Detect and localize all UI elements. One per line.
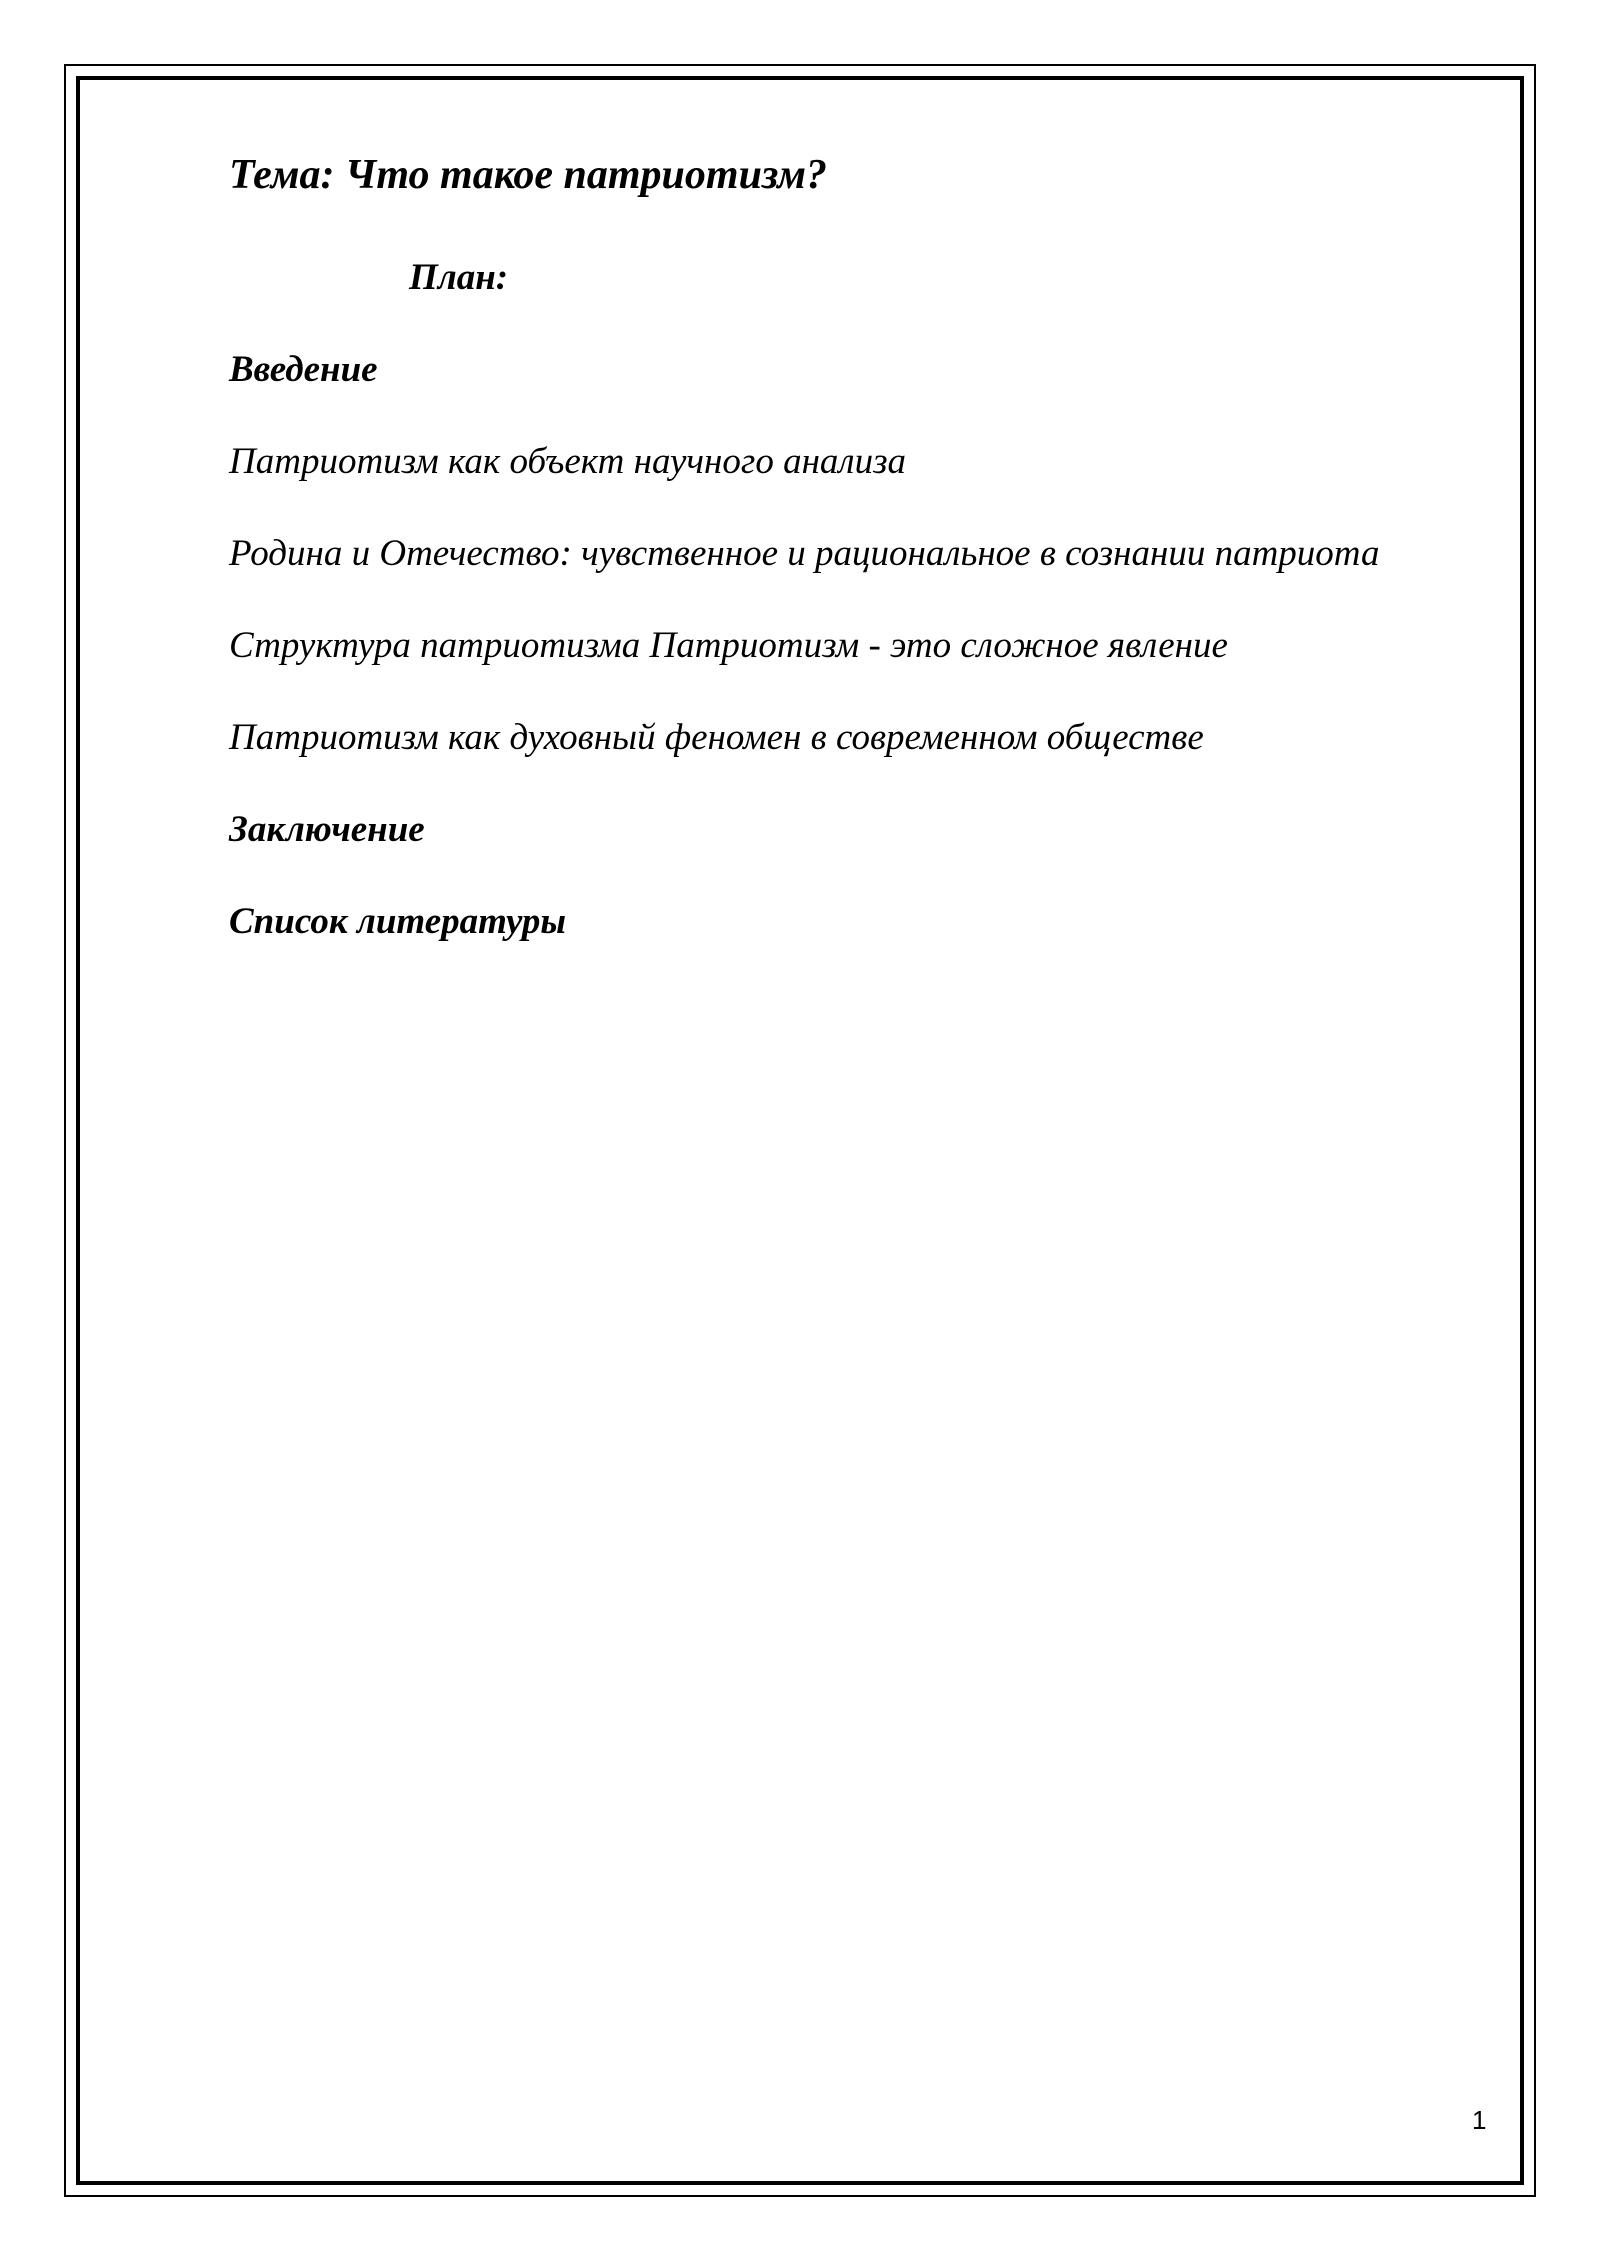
plan-item-spiritual-phenomenon: Патриотизм как духовный феномен в современном обществе — [229, 717, 1204, 758]
plan-item-introduction: Введение — [229, 349, 378, 390]
plan-item-patriotism-analysis: Патриотизм как объект научного анализа — [229, 441, 907, 482]
plan-heading: План: — [409, 257, 509, 298]
document-title: Тема: Что такое патриотизм? — [229, 152, 828, 198]
plan-item-bibliography: Список литературы — [229, 901, 567, 942]
plan-item-homeland-fatherland: Родина и Отечество: чувственное и рациональное в сознании патриота — [229, 533, 1380, 574]
page-border-inner — [76, 76, 1524, 2185]
plan-item-conclusion: Заключение — [229, 809, 425, 850]
page-number: 1 — [1472, 2105, 1487, 2135]
plan-item-structure: Структура патриотизма Патриотизм - это сложное явление — [229, 625, 1228, 666]
